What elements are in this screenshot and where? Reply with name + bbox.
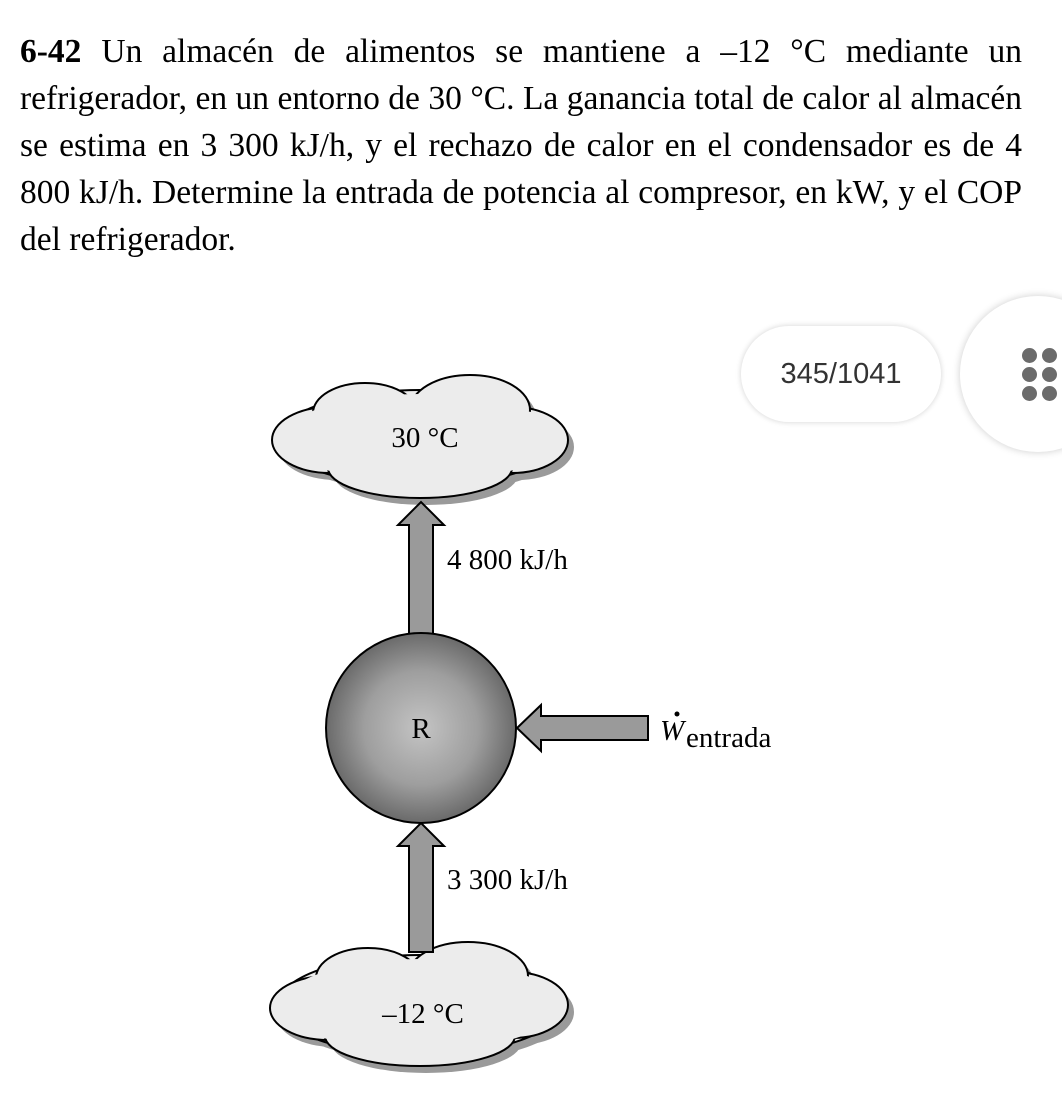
work-symbol: W — [660, 715, 685, 747]
heat-absorbed-arrow — [398, 823, 444, 952]
problem-text: Un almacén de alimentos se mantiene a –12 °C mediante un refrigerador, en un entorno de 30 °C. La ganancia total de calor al almacén se estima en 3 300 kJ/h, y el rechazo de calor en el condensador es de 4 800 kJ/h. Determine la entrada de potencia al compresor, en kW, y el COP del refrigerador. — [20, 33, 1022, 258]
work-subscript: entrada — [686, 722, 772, 754]
refrigerator-label: R — [411, 713, 431, 745]
heat-rejected-label: 4 800 kJ/h — [447, 544, 568, 576]
work-input-arrow — [517, 705, 648, 751]
heat-rejected-arrow — [398, 502, 444, 634]
cold-reservoir-label: –12 °C — [382, 998, 464, 1030]
page-indicator[interactable]: 345/1041 — [741, 326, 941, 422]
work-input-label — [660, 712, 771, 755]
problem-number: 6-42 — [20, 33, 82, 70]
heat-absorbed-label: 3 300 kJ/h — [447, 864, 568, 896]
hot-reservoir-label: 30 °C — [391, 422, 459, 454]
